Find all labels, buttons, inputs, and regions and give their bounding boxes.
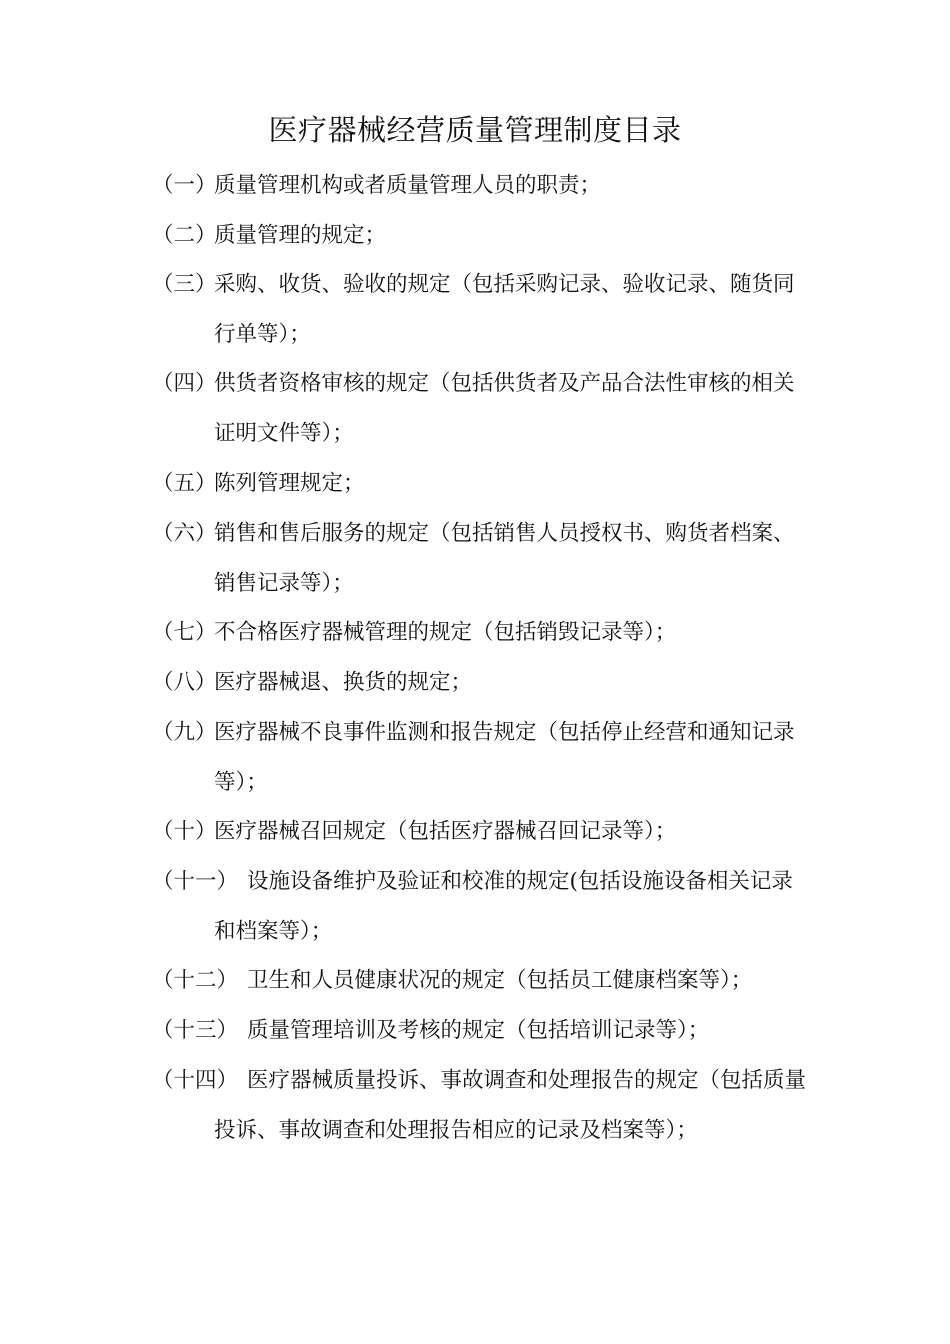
list-item (152, 459, 832, 509)
item-number: （十一） (152, 869, 239, 894)
document-title: 医疗器械经营质量管理制度目录 (268, 113, 682, 147)
item-text: 医疗器械召回规定（包括医疗器械召回记录等）； (214, 819, 677, 844)
list-item (152, 708, 832, 808)
item-text: 质量管理的规定； (214, 223, 387, 248)
item-number: （六） (152, 521, 217, 546)
item-number: （八） (152, 670, 217, 695)
list-item (152, 260, 832, 360)
item-text: 销售和售后服务的规定（包括销售人员授权书、购货者档案、 (214, 521, 795, 546)
item-text: 陈列管理规定； (214, 471, 365, 496)
list-item (152, 161, 832, 211)
item-number: （九） (152, 720, 217, 745)
item-text: 不合格医疗器械管理的规定（包括销毁记录等）； (214, 620, 677, 645)
list-item (152, 857, 832, 957)
item-text: 医疗器械不良事件监测和报告规定（包括停止经营和通知记录 (214, 720, 795, 745)
list-item (152, 608, 832, 658)
list-item (152, 1056, 832, 1156)
item-text-continued: 投诉、事故调查和处理报告相应的记录及档案等）； (214, 1118, 698, 1143)
item-number: （五） (152, 471, 217, 496)
item-text: 医疗器械退、换货的规定； (214, 670, 473, 695)
item-number: （二） (152, 223, 217, 248)
list-item (152, 509, 832, 609)
item-text-continued: 证明文件等）； (214, 421, 354, 446)
item-number: （十） (152, 819, 217, 844)
item-number: （四） (152, 371, 217, 396)
item-text-continued: 和档案等）； (214, 919, 333, 944)
item-number: （三） (152, 272, 217, 297)
list-item (152, 956, 832, 1006)
list-item (152, 359, 832, 459)
list-item (152, 807, 832, 857)
item-number: （十四） (152, 1068, 239, 1093)
item-number: （十二） (152, 968, 239, 993)
item-text: 质量管理机构或者质量管理人员的职责； (214, 173, 602, 198)
item-number: （十三） (152, 1018, 239, 1043)
item-text: 采购、收货、验收的规定（包括采购记录、验收记录、随货同 (214, 272, 795, 297)
item-text: 供货者资格审核的规定（包括供货者及产品合法性审核的相关 (214, 371, 795, 396)
list-item (152, 658, 832, 708)
item-text-continued: 等）； (214, 770, 268, 795)
item-text: 质量管理培训及考核的规定（包括培训记录等）； (247, 1018, 710, 1043)
item-text-continued: 行单等）； (214, 322, 311, 347)
item-number: （七） (152, 620, 217, 645)
item-text: 医疗器械质量投诉、事故调查和处理报告的规定（包括质量 (247, 1068, 807, 1093)
list-item (152, 1006, 832, 1056)
list-item (152, 211, 832, 261)
item-text-continued: 销售记录等）； (214, 571, 354, 596)
item-number: （一） (152, 173, 217, 198)
item-text: 卫生和人员健康状况的规定（包括员工健康档案等）； (247, 968, 753, 993)
item-text: 设施设备维护及验证和校准的规定(包括设施设备相关记录 (247, 869, 793, 894)
